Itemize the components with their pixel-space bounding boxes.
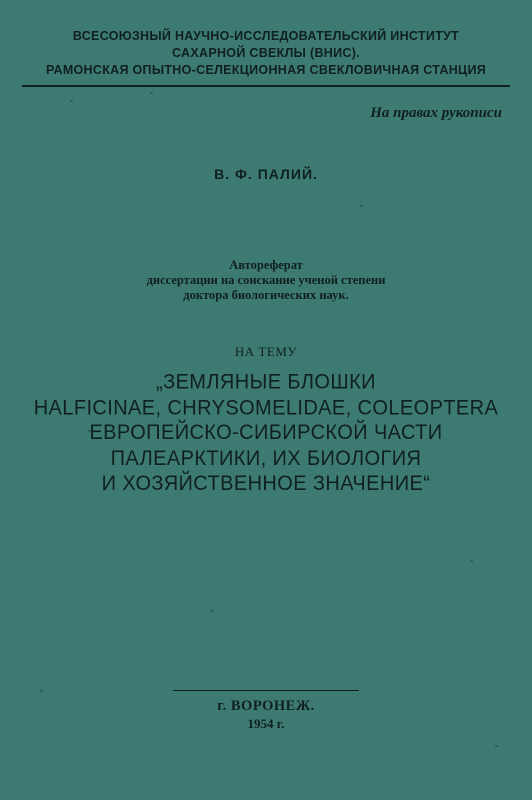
title-line: „ЗЕМЛЯНЫЕ БЛОШКИ: [156, 370, 376, 394]
abstract-line: диссертации на соискание ученой степени: [146, 273, 386, 287]
cover-speck: [70, 100, 73, 102]
title-line: ПАЛЕАРКТИКИ, ИХ БИОЛОГИЯ: [110, 446, 422, 470]
title-line: И ХОЗЯЙСТВЕННОЕ ЗНАЧЕНИЕ“: [101, 471, 431, 496]
cover-speck: [210, 610, 213, 612]
dissertation-title: [0, 370, 532, 497]
title-line: ЕВРОПЕЙСКО-СИБИРСКОЙ ЧАСТИ: [89, 420, 443, 445]
abstract-line: доктора биологических наук.: [183, 288, 349, 302]
rights-note: На правах рукописи: [370, 105, 502, 121]
imprint-city: г. ВОРОНЕЖ.: [217, 698, 315, 714]
institution-line: РАМОНСКАЯ ОПЫТНО-СЕЛЕКЦИОННАЯ СВЕКЛОВИЧНАЯ СТАНЦИЯ: [45, 63, 487, 77]
institution-line: ВСЕСОЮЗНЫЙ НАУЧНО-ИССЛЕДОВАТЕЛЬСКИЙ ИНСТИТУТ: [72, 29, 460, 43]
cover-speck: [470, 560, 473, 562]
footer-divider: [173, 690, 359, 691]
author-name: В. Ф. ПАЛИЙ.: [214, 166, 318, 182]
imprint-year: 1954 г.: [247, 716, 285, 731]
header-divider: [22, 85, 510, 87]
abstract-description: [0, 258, 532, 303]
cover-speck: [150, 92, 153, 94]
imprint: [0, 690, 532, 732]
cover-speck: [495, 745, 498, 747]
title-line: HALFICINAE, CHRYSOMELIDAE, COLEOPTERA: [33, 395, 499, 420]
institution-line: САХАРНОЙ СВЕКЛЫ (ВНИС).: [172, 46, 360, 60]
abstract-line: Автореферат: [229, 258, 303, 272]
cover-speck: [360, 205, 363, 207]
topic-label: НА ТЕМУ: [234, 344, 298, 359]
institution-header: [22, 28, 510, 79]
